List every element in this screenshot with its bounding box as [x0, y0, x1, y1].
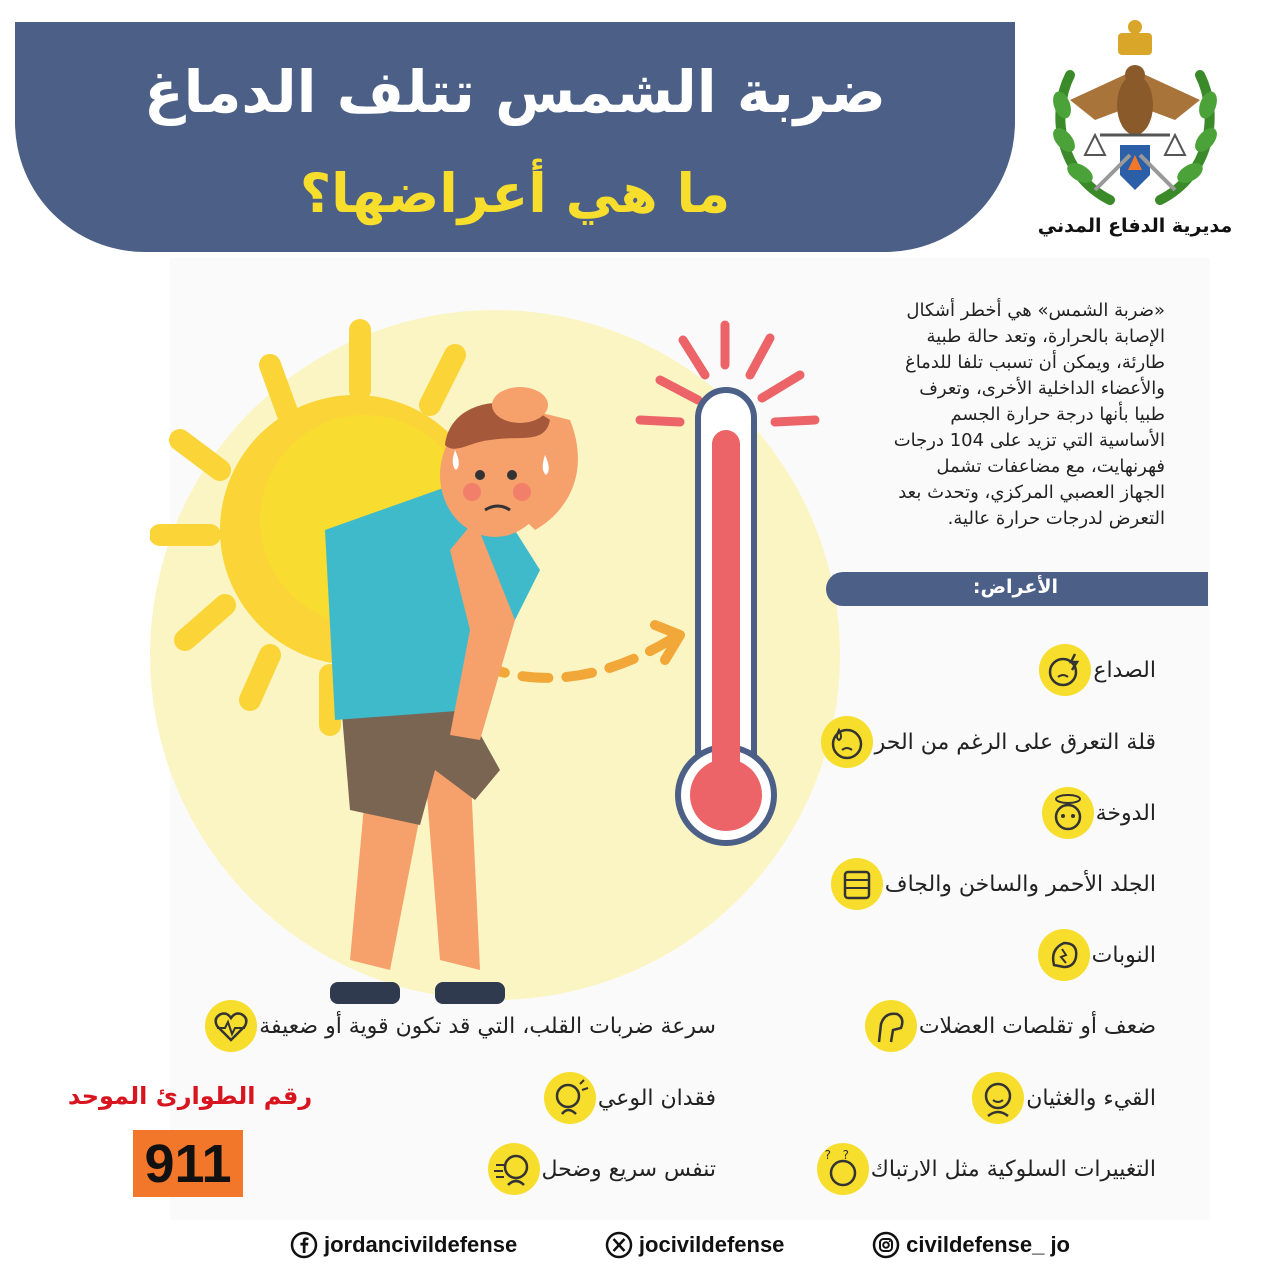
emblem-caption: مديرية الدفاع المدني [1037, 215, 1233, 237]
header-banner [15, 22, 1015, 252]
description-line: التعرض لدرجات حرارة عالية. [947, 508, 1165, 529]
description-line: «ضربة الشمس» هي أخطر أشكال [906, 300, 1165, 321]
facebook-link[interactable] [290, 1231, 517, 1259]
description-line: والأعضاء الداخلية الأخرى، وتعرف [919, 378, 1165, 399]
symptom-seizure [1036, 927, 1170, 983]
confusion-icon [815, 1141, 871, 1197]
symptom-label: الصداع [1093, 657, 1156, 683]
symptom-muscle [863, 998, 1170, 1054]
description-line: الأساسية التي تزيد على 104 درجات [893, 430, 1165, 451]
heatstroke-description [860, 298, 1165, 532]
seizure-icon [1036, 927, 1092, 983]
instagram-icon [872, 1231, 900, 1259]
dizziness-icon [1040, 785, 1096, 841]
heartbeat-icon [203, 998, 259, 1054]
symptom-breathing [486, 1141, 731, 1197]
symptoms-header-bar [826, 572, 1208, 606]
symptom-dizziness [1040, 785, 1170, 841]
symptom-label: ضعف أو تقلصات العضلات [918, 1013, 1156, 1039]
emergency-number-box [133, 1130, 243, 1197]
description-line: طارئة، ويمكن أن تسبب تلفا للدماغ [904, 352, 1165, 373]
emergency-number: 911 [144, 1133, 232, 1194]
symptoms-header: الأعراض: [972, 576, 1058, 598]
symptom-label: الدوخة [1095, 800, 1156, 826]
facebook-icon [290, 1231, 318, 1259]
x-link[interactable] [605, 1231, 785, 1259]
page-title: ضربة الشمس تتلف الدماغ [144, 58, 886, 126]
symptom-label: قلة التعرق على الرغم من الحر [874, 729, 1156, 755]
x-icon [605, 1231, 633, 1259]
heatstroke-illustration [150, 270, 850, 1030]
description-line: الجهاز العصبي المركزي، وتحدث بعد [898, 482, 1165, 503]
facebook-handle: jordancivildefense [324, 1232, 518, 1257]
no-sweat-icon [819, 714, 875, 770]
social-footer [290, 1225, 1070, 1265]
page-subtitle: ما هي أعراضها؟ [299, 162, 731, 225]
fainting-icon [542, 1070, 598, 1126]
symptom-heartbeat [203, 998, 730, 1054]
symptom-nausea [970, 1070, 1170, 1126]
svg-text:?: ? [824, 1148, 831, 1162]
skin-icon [829, 856, 885, 912]
muscle-icon [863, 998, 919, 1054]
svg-text:?: ? [842, 1148, 849, 1162]
symptom-label: سرعة ضربات القلب، التي قد تكون قوية أو ضعيفة [259, 1013, 716, 1039]
symptom-label: القيء والغثيان [1026, 1085, 1156, 1111]
emblem-icon [1040, 15, 1230, 215]
nausea-icon [970, 1070, 1026, 1126]
emergency-title: رقم الطوارئ الموحد [67, 1082, 313, 1110]
instagram-link[interactable] [872, 1231, 1070, 1259]
headache-icon [1037, 642, 1093, 698]
x-handle: jocivildefense [638, 1232, 785, 1257]
symptom-label: الجلد الأحمر والساخن والجاف [884, 871, 1156, 897]
symptom-label: فقدان الوعي [597, 1085, 716, 1111]
symptom-skin [829, 856, 1170, 912]
civil-defense-emblem [1040, 15, 1230, 215]
breathing-icon [486, 1141, 542, 1197]
description-line: طبيا بأنها درجة حرارة الجسم [950, 404, 1165, 425]
instagram-handle: civildefense_ jo [906, 1232, 1070, 1257]
illustration-svg [150, 270, 850, 1030]
symptom-label: النوبات [1091, 942, 1156, 968]
symptom-no-sweat [819, 714, 1170, 770]
symptom-label: تنفس سريع وضحل [541, 1156, 716, 1182]
symptom-fainting [542, 1070, 730, 1126]
symptom-headache [1037, 642, 1170, 698]
description-line: الإصابة بالحرارة، وتعد حالة طبية [926, 326, 1165, 347]
symptom-confusion [815, 1141, 1170, 1197]
description-line: فهرنهايت، مع مضاعفات تشمل [936, 456, 1165, 477]
symptom-label: التغييرات السلوكية مثل الارتباك [870, 1156, 1156, 1182]
